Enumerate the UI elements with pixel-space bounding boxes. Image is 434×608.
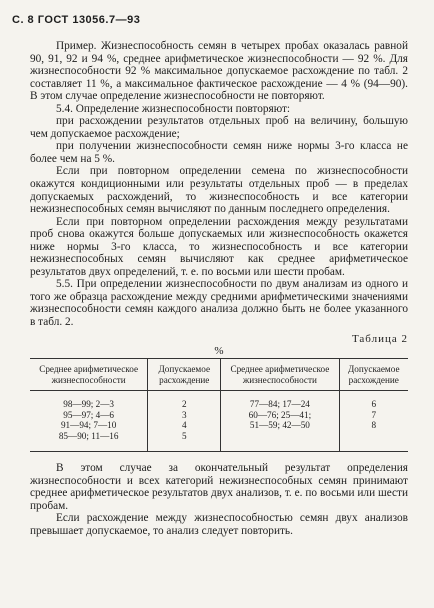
table-cell: 60—76; 25—41; — [221, 410, 339, 421]
paragraph-condition-2: при получении жизнеспособности семян ниже нормы 3-го класса не более чем на 5 %. — [30, 140, 408, 165]
header-diff-1: Допускаемое расхождение — [148, 359, 221, 391]
table-row — [30, 391, 408, 410]
table-cell: 98—99; 2—3 — [63, 399, 115, 410]
paragraph-repeat-analysis: Если расхождение между жизнеспособностью семян двух анализов превышает допускаемое, то анализ следует повторить. — [30, 512, 408, 537]
table-cell: 85—90; 11—16 — [30, 431, 148, 452]
tolerance-table — [30, 358, 408, 452]
table-cell: 8 — [339, 420, 408, 431]
table-cell — [339, 431, 408, 452]
table-cell: 2 — [148, 391, 221, 410]
table-unit: % — [214, 345, 224, 358]
table-cell: 91—94; 7—10 — [60, 420, 117, 431]
table-cell: 5 — [148, 431, 221, 452]
table-row — [30, 431, 408, 452]
table-row — [30, 410, 408, 421]
table-cell — [221, 431, 339, 452]
page-header: С. 8 ГОСТ 13056.7—93 — [12, 14, 141, 26]
paragraph-repeat-fail: Если при повторном определении расхождения между результатами проб снова окажутся больше допускаемых или жизнеспособность окажется ниже нормы 3-го класса, то жизнеспособность и все категории нежизнеспособных семян вычисляют как среднее арифметическое результатов двух определений, т. е. по восьми или шести пробам. — [30, 215, 408, 278]
body-text — [30, 40, 408, 537]
paragraph-5-4: 5.4. Определение жизнеспособности повторяют: — [56, 102, 291, 115]
table-cell: 51—59; 42—50 — [221, 420, 339, 431]
table-cell: 7 — [339, 410, 408, 421]
after-table-text — [30, 462, 408, 537]
table-cell: 4 — [148, 420, 221, 431]
table-row — [30, 420, 408, 431]
table-cell: 3 — [148, 410, 221, 421]
table-cell: 95—97; 4—6 — [63, 409, 115, 420]
table-caption: Таблица 2 — [351, 332, 408, 345]
table-cell: 77—84; 17—24 — [221, 391, 339, 410]
table-header-row — [30, 359, 408, 391]
paragraph-condition-1: при расхождении результатов отдельных проб на величину, большую чем допускаемое расхождение; — [30, 115, 408, 140]
paragraph-repeat-ok: Если при повторном определении семена по жизнеспособности окажутся кондиционными или результаты отдельных проб — в пределах допускаемых расхождений, то жизнеспособность и все категории нежизнеспособных семян вычисляют по данным последнего определения. — [30, 165, 408, 216]
paragraph-5-5: 5.5. При определении жизнеспособности по двум анализам из одного и того же образца расхождение между средними арифметическими значениями жизнеспособности семян каждого анализа должно быть не более указанного в табл. 2. — [30, 278, 408, 329]
paragraph-example: Пример. Жизнеспособность семян в четырех пробах оказалась равной 90, 91, 92 и 94 %, среднее арифметическое жизнеспособности — 92 %. Для жизнеспособности 92 % максимальное допускаемое расхождение по табл. 2 составляет 11 %, а максимальное фактическое расхождение — 4 % (94—90). В этом случае определение жизнеспособности не повторяют. — [30, 40, 408, 103]
table-cell: 6 — [339, 391, 408, 410]
header-mean-2: Среднее арифметическое жизнеспособности — [221, 359, 339, 391]
header-mean-1: Среднее арифметическое жизнеспособности — [30, 359, 148, 391]
paragraph-final-result: В этом случае за окончательный результат определения жизнеспособности и всех категорий нежизнеспособных семян принимают среднее арифметическое результатов двух анализов, т. е. по восьми или шести пробам. — [30, 462, 408, 512]
header-diff-2: Допускаемое расхождение — [339, 359, 408, 391]
